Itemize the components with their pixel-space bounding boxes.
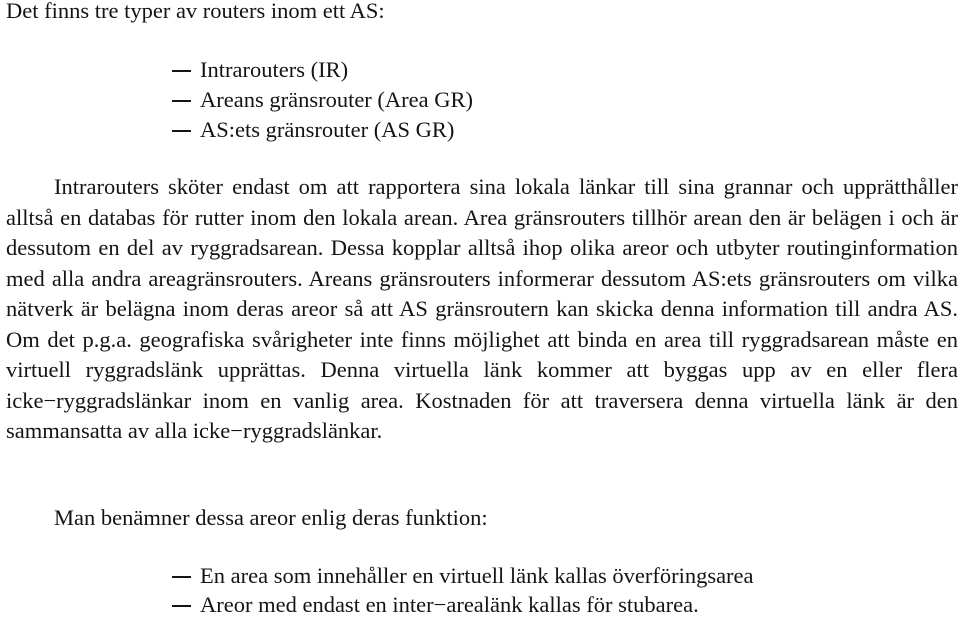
router-type-item: Intrarouters (IR) <box>200 57 349 82</box>
router-type-item: Areans gränsrouter (Area GR) <box>200 87 474 112</box>
area-function-item: Areor med endast en inter−arealänk kallas för stubarea. <box>200 592 699 617</box>
router-type-item: AS:ets gränsrouter (AS GR) <box>200 117 455 142</box>
dash-bullet <box>172 130 191 132</box>
dash-bullet <box>172 576 191 578</box>
dash-bullet <box>172 70 191 72</box>
area-function-item: En area som innehåller en virtuell länk kallas överföringsarea <box>200 563 754 588</box>
lead-line: Man benämner dessa areor enlig deras funktion: <box>54 505 488 530</box>
dash-bullet <box>172 100 191 102</box>
dash-bullet <box>172 605 191 607</box>
body-paragraph: Intrarouters sköter endast om att rapportera sina lokala länkar till sina grannar och upprätthåller alltså en databas för rutter inom den lokala arean. Area gränsrouters tillhör arean den är belägen i och är dessutom en del av ryggradsarean. Dessa kopplar alltså ihop olika areor och utbyter routinginformation med alla andra areagränsrouters. Areans gränsrouters informerar dessutom AS:ets gränsrouters om vilka nätverk är belägna inom deras areor så att AS gränsroutern kan skicka denna information till andra AS. Om det p.g.a. geografiska svårigheter inte finns möjlighet att binda en area till ryggradsarean måste en virtuell ryggradslänk upprättas. Denna virtuella länk kommer att byggas upp av en eller flera icke−ryggradslänkar inom en vanlig area. Kostnaden för att traversera denna virtuella länk är den sammansatta av alla icke−ryggradslänkar. <box>6 174 958 443</box>
intro-line: Det finns tre typer av routers inom ett AS: <box>6 0 385 23</box>
